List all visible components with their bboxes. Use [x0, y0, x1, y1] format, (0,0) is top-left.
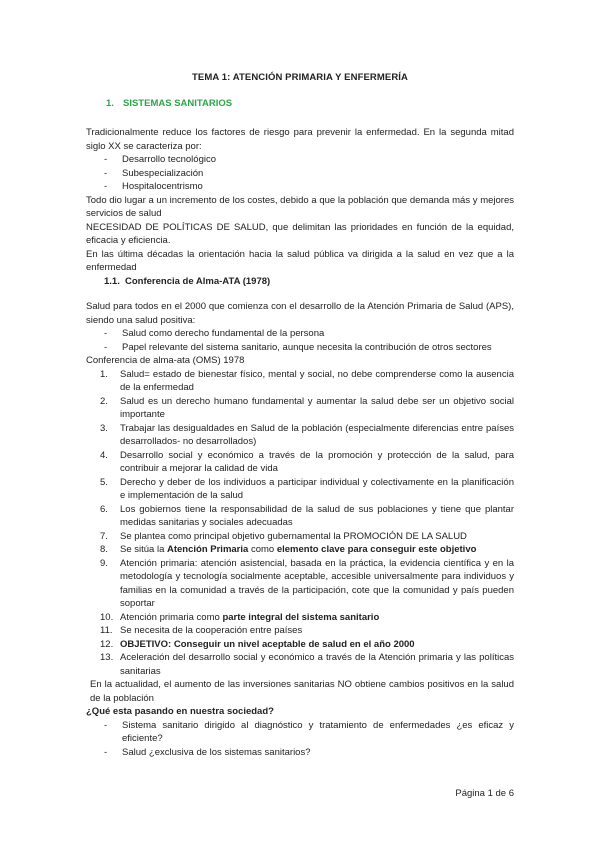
list-item: - Desarrollo tecnológico	[104, 153, 514, 167]
list-item: 1. Salud= estado de bienestar físico, mental y social, no debe comprenderse como la ausencia de la enfermedad	[100, 368, 514, 393]
costs-paragraph: Todo dio lugar a un incremento de los costes, debido a que la población que demanda más y mejores servicios de salud	[86, 194, 514, 219]
page-number: Página 1 de 6	[455, 788, 514, 799]
policies-paragraph: NECESIDAD DE POLÍTICAS DE SALUD, que delimitan las prioridades en función de la equidad, eficacia y eficiencia.	[86, 221, 514, 246]
list-item: 11. Se necesita de la cooperación entre países	[100, 625, 303, 636]
question-points-list	[86, 719, 514, 760]
subsection-label: Conferencia de Alma-ATA (1978)	[125, 275, 271, 287]
list-item: - Sistema sanitario dirigido al diagnóstico y tratamiento de enfermedades ¿es eficaz y eficiente?	[104, 719, 514, 746]
list-item: 9. Atención primaria: atención asistencial, basada en la práctica, la evidencia científica y en la metodología y tecnología socialmente aceptable, accesible universalmente para individuos y familias en la comunidad a través de la participación, cote que la comunidad y país pueden soportar	[100, 557, 514, 609]
list-item: 5. Derecho y deber de los individuos a participar individual y colectivamente en la planificación e implementación de la salud	[100, 476, 514, 501]
list-item: - Papel relevante del sistema sanitario, aunque necesita la contribución de otros sectores	[104, 341, 514, 355]
list-item: 7. Se plantea como principal objetivo gubernamental la PROMOCIÓN DE LA SALUD	[100, 530, 467, 542]
orientation-paragraph: En las última décadas la orientación hacia la salud pública va dirigida a la salud en vez que a la enfermedad	[86, 248, 514, 273]
list-item: - Salud como derecho fundamental de la persona	[104, 327, 514, 341]
list-item: 8. Se sitúa la Atención Primaria como elemento clave para conseguir este objetivo	[100, 544, 477, 555]
section-heading	[106, 98, 232, 109]
question-heading: ¿Qué esta pasando en nuestra sociedad?	[86, 706, 274, 717]
list-item: 2. Salud es un derecho humano fundamental y aumentar la salud debe ser un objetivo social importante	[100, 395, 514, 420]
list-item: 4. Desarrollo social y económico a través de la promoción y protección de la salud, para contribuir a mejorar la calidad de vida	[100, 449, 514, 474]
document-body	[86, 126, 514, 759]
list-item: - Hospitalocentrismo	[104, 180, 514, 194]
section-label: SISTEMAS SANITARIOS	[123, 98, 233, 109]
document-title: TEMA 1: ATENCIÓN PRIMARIA Y ENFERMERÍA	[192, 72, 408, 83]
list-item: 12. OBJETIVO: Conseguir un nivel aceptable de salud en el año 2000	[100, 638, 415, 650]
section-number: 1.	[106, 98, 114, 109]
conference-paragraph: Conferencia de alma-ata (OMS) 1978	[86, 355, 245, 366]
list-item: - Subespecialización	[104, 167, 514, 181]
health2000-paragraph: Salud para todos en el 2000 que comienza con el desarrollo de la Atención Primaria de Salud (APS), siendo una salud positiva:	[86, 301, 514, 326]
features-list	[86, 153, 514, 194]
health-points-list	[86, 327, 514, 354]
list-item: 6. Los gobiernos tiene la responsabilidad de la salud de sus poblaciones y tiene que plantar medidas sanitarias y sociales adecuadas	[100, 503, 514, 528]
alma-ata-list	[86, 368, 514, 679]
subsection-number: 1.1.	[104, 275, 120, 287]
list-item: 3. Trabajar las desigualdades en Salud de la población (especialmente diferencias entre países desarrollados- no desarrollados)	[100, 422, 514, 447]
subsection-heading	[104, 275, 514, 289]
list-item: - Salud ¿exclusiva de los sistemas sanitarios?	[104, 746, 514, 760]
investments-paragraph: En la actualidad, el aumento de las inversiones sanitarias NO obtiene cambios positivos en la salud de la población	[90, 679, 514, 704]
intro-paragraph: Tradicionalmente reduce los factores de riesgo para prevenir la enfermedad. En la segunda mitad siglo XX se caracteriza por:	[86, 127, 514, 152]
list-item: 13. Aceleración del desarrollo social y económico a través de la Atención primaria y las políticas sanitarias	[100, 652, 514, 677]
list-item: 10. Atención primaria como parte integral del sistema sanitario	[100, 611, 380, 623]
